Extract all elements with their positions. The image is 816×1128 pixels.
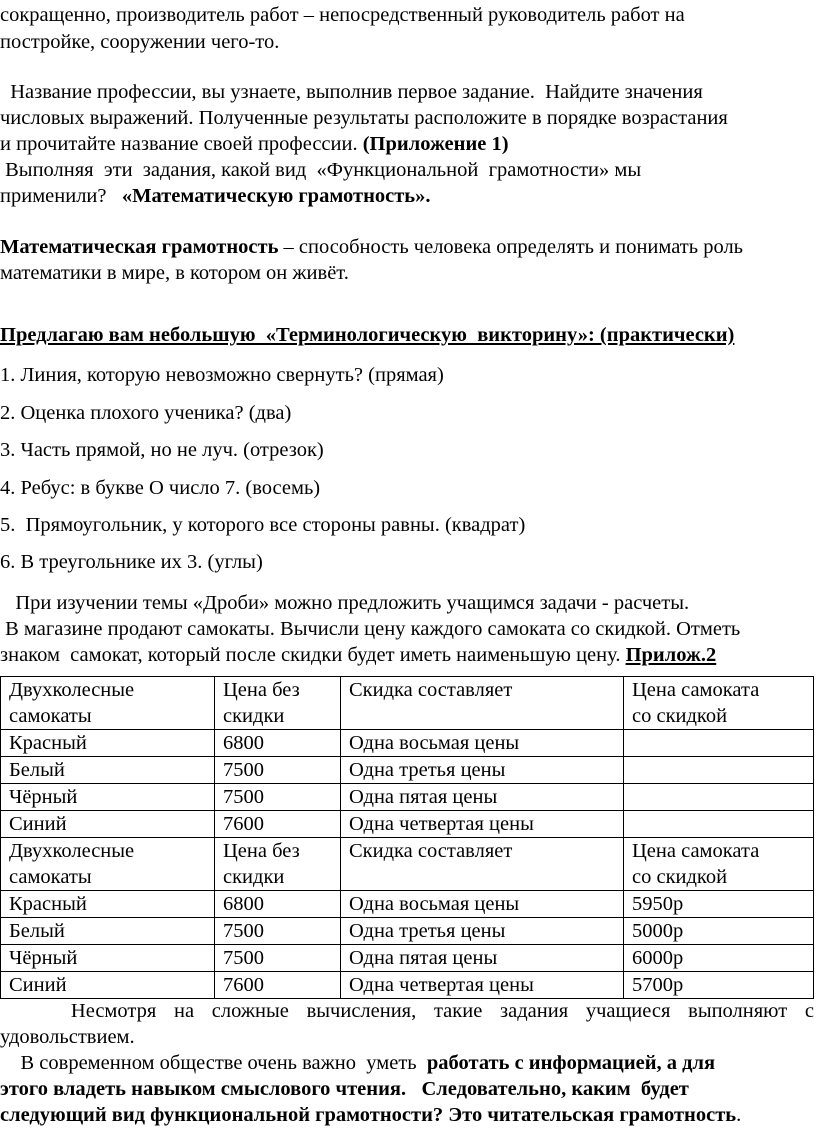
table-row — [1, 811, 814, 838]
reading-literacy-answer: следующий вид функциональной грамотности? Это читательская грамотность — [0, 1104, 737, 1126]
table-cell: Одна восьмая цены — [341, 730, 624, 757]
closing-p2-bold: работать с информацией, а для — [426, 1052, 716, 1074]
closing-p2-text: В современном обществе очень важно уметь — [0, 1052, 427, 1074]
quiz-item: 6. В треугольнике их 3. (углы) — [0, 551, 263, 573]
table-cell-answer[interactable] — [624, 730, 814, 757]
task-line-5 — [0, 183, 431, 209]
table-cell: Чёрный — [1, 945, 215, 972]
closing-p2-line-3 — [0, 1102, 741, 1128]
table-header-cell: Двухколесные самокаты — [1, 838, 215, 891]
table-cell: 7600 — [215, 811, 341, 838]
table-cell: 7500 — [215, 757, 341, 784]
definition-text: – способность человека определять и понимать роль — [278, 236, 744, 258]
definition-term: Математическая грамотность — [0, 236, 279, 258]
table-header-row — [1, 838, 814, 891]
table-cell-answer: 5000р — [624, 918, 814, 945]
quiz-item: 3. Часть прямой, но не луч. (отрезок) — [0, 439, 324, 461]
fractions-line-1: При изучении темы «Дроби» можно предложить учащимся задачи - расчеты. — [0, 592, 690, 614]
table-row — [1, 891, 814, 918]
table-header-cell: Скидка составляет — [341, 677, 624, 730]
table-cell: Одна третья цены — [341, 918, 624, 945]
table-cell: Одна четвертая цены — [341, 972, 624, 999]
table-cell: Чёрный — [1, 784, 215, 811]
table-cell: Белый — [1, 757, 215, 784]
closing-p2-line-2: этого владеть навыком смыслового чтения. Следовательно, каким будет — [0, 1078, 689, 1100]
table-cell: 7500 — [215, 918, 341, 945]
table-row — [1, 972, 814, 999]
table-cell: Одна четвертая цены — [341, 811, 624, 838]
fractions-line-3 — [0, 642, 716, 668]
scooter-table — [0, 676, 814, 999]
task-line-2: числовых выражений. Полученные результаты расположите в порядке возрастания — [0, 107, 728, 129]
table-cell: 6800 — [215, 730, 341, 757]
table-header-cell: Цена самоката со скидкой — [624, 838, 814, 891]
table-row — [1, 918, 814, 945]
math-literacy-answer: «Математическую грамотность». — [121, 185, 431, 207]
quiz-item: 4. Ребус: в букве О число 7. (восемь) — [0, 477, 321, 499]
closing-period: . — [736, 1104, 742, 1126]
table-header-cell: Скидка составляет — [341, 838, 624, 891]
table-cell: Одна третья цены — [341, 757, 624, 784]
table-cell: Одна пятая цены — [341, 945, 624, 972]
fractions-line-2: В магазине продают самокаты. Вычисли цену каждого самоката со скидкой. Отметь — [0, 618, 741, 640]
table-header-row — [1, 677, 814, 730]
table-cell: Синий — [1, 972, 215, 999]
table-cell: 7500 — [215, 945, 341, 972]
table-row — [1, 757, 814, 784]
definition-line-2: математики в мире, в котором он живёт. — [0, 262, 349, 284]
table-cell: Одна восьмая цены — [341, 891, 624, 918]
closing-p2-line-1 — [0, 1050, 715, 1076]
table-cell-answer[interactable] — [624, 757, 814, 784]
table-cell: Красный — [1, 730, 215, 757]
table-header-cell: Цена без скидки — [215, 838, 341, 891]
quiz-item: 2. Оценка плохого ученика? (два) — [0, 402, 292, 424]
definition-line-1 — [0, 234, 743, 260]
table-row — [1, 945, 814, 972]
table-header-cell: Цена без скидки — [215, 677, 341, 730]
appendix-1-ref: (Приложение 1) — [362, 133, 509, 155]
closing-p1-line-1: Несмотря на сложные вычисления, такие задания учащиеся выполняют с — [0, 1000, 814, 1022]
table-cell-answer: 5950р — [624, 891, 814, 918]
table-header-cell: Цена самоката со скидкой — [624, 677, 814, 730]
table-cell: Одна пятая цены — [341, 784, 624, 811]
table-cell: Красный — [1, 891, 215, 918]
task-line-3-text: и прочитайте название своей профессии. — [0, 133, 363, 155]
task-line-5-text: применили? — [0, 185, 122, 207]
intro-line-2: постройке, сооружении чего-то. — [0, 31, 280, 53]
appendix-2-link[interactable]: Прилож.2 — [625, 644, 717, 666]
task-line-3 — [0, 131, 509, 157]
table-cell-answer: 6000р — [624, 945, 814, 972]
task-line-4: Выполняя эти задания, какой вид «Функциональной грамотности» мы — [0, 159, 642, 181]
table-cell: 6800 — [215, 891, 341, 918]
table-cell-answer: 5700р — [624, 972, 814, 999]
table-cell: 7500 — [215, 784, 341, 811]
quiz-item: 5. Прямоугольник, у которого все стороны равны. (квадрат) — [0, 514, 526, 536]
closing-p1-line-2: удовольствием. — [0, 1026, 135, 1048]
table-header-cell: Двухколесные самокаты — [1, 677, 215, 730]
table-cell: 7600 — [215, 972, 341, 999]
fractions-line-3-text: знаком самокат, который после скидки будет иметь наименьшую цену. — [0, 644, 626, 666]
table-cell-answer[interactable] — [624, 811, 814, 838]
quiz-heading: Предлагаю вам небольшую «Терминологическую викторину»: (практически) — [0, 324, 735, 346]
table-row — [1, 730, 814, 757]
table-cell-answer[interactable] — [624, 784, 814, 811]
intro-line-1: сокращенно, производитель работ – непосредственный руководитель работ на — [0, 4, 685, 26]
table-row — [1, 784, 814, 811]
table-cell: Синий — [1, 811, 215, 838]
task-line-1: Название профессии, вы узнаете, выполнив первое задание. Найдите значения — [0, 81, 703, 103]
quiz-item: 1. Линия, которую невозможно свернуть? (прямая) — [0, 364, 444, 386]
table-cell: Белый — [1, 918, 215, 945]
